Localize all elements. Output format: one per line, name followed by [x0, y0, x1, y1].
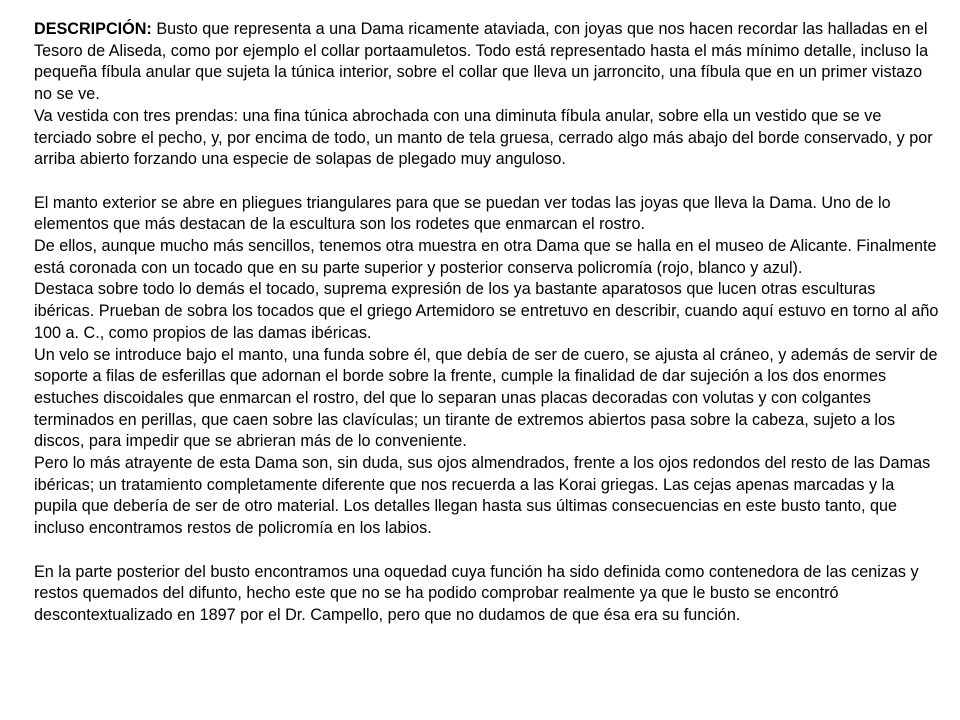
paragraph-garments: Va vestida con tres prendas: una fina túnica abrochada con una diminuta fíbula anular, sobre ella un vestido que se ve terciado sobre el pecho, y, por encima de todo, un manto de tela gruesa, cerrado algo más abajo del borde conservado, y por arriba abierto forzando una especie de solapas de plegado muy anguloso. [34, 106, 933, 169]
blank-line [34, 171, 939, 193]
paragraph-alicante: De ellos, aunque mucho más sencillos, tenemos otra muestra en otra Dama que se halla en el museo de Alicante. Finalmente está coronada con un tocado que en su parte superior y posterior conserva policromía (rojo, blanco y azul). [34, 237, 937, 277]
paragraph-intro [34, 19, 939, 106]
paragraph-veil: Un velo se introduce bajo el manto, una funda sobre él, que debía de ser de cuero, se ajusta al cráneo, y además de servir de soporte a filas de esferillas que adornan el borde sobre la frente, cumple la finalidad de dar sujeción a los dos enormes estuches discoidales que enmarcan el rostro, del que lo separan unas placas decoradas con volutas y con colgantes terminados en perillas, que caen sobre las clavículas; un tirante de extremos abiertos pasa sobre la cabeza, sujeto a los discos, para impedir que se abrieran más de lo conveniente. [34, 345, 938, 451]
paragraph-cavity: En la parte posterior del busto encontramos una oquedad cuya función ha sido definida como contenedora de las cenizas y restos quemados del difunto, hecho este que no se ha podido comprobar realmente ya que le busto se encontró descontextualizado en 1897 por el Dr. Campello, pero que no dudamos de que ésa era su función. [34, 562, 919, 624]
intro-text: Busto que representa a una Dama ricamente ataviada, con joyas que nos hacen recordar las halladas en el Tesoro de Aliseda, como por ejemplo el collar portaamuletos. Todo está representado hasta el más mínimo detalle, incluso la pequeña fíbula anular que sujeta la túnica interior, sobre el collar que lleva un jarroncito, una fíbula que en un primer vistazo no se ve. [34, 20, 929, 104]
blank-line [34, 540, 939, 562]
description-text [34, 19, 939, 627]
paragraph-headdress: Destaca sobre todo lo demás el tocado, suprema expresión de los ya bastante aparatosos que lucen otras esculturas ibéricas. Prueban de sobra los tocados que el griego Artemidoro se entretuvo en describir, cuando aquí estuvo en torno al año 100 a. C., como propios de las damas ibéricas. [34, 280, 939, 342]
description-label: DESCRIPCIÓN: [34, 20, 152, 38]
paragraph-mantle: El manto exterior se abre en pliegues triangulares para que se puedan ver todas las joyas que lleva la Dama. Uno de lo elementos que más destacan de la escultura son los rodetes que enmarcan el rostro. [34, 193, 891, 234]
paragraph-eyes: Pero lo más atrayente de esta Dama son, sin duda, sus ojos almendrados, frente a los ojos redondos del resto de las Damas ibéricas; un tratamiento completamente diferente que nos recuerda a las Korai griegas. Las cejas apenas marcadas y la pupila que debería de ser de otro material. Los detalles llegan hasta sus últimas consecuencias en este busto tanto, que incluso encontramos restos de policromía en los labios. [34, 454, 931, 538]
